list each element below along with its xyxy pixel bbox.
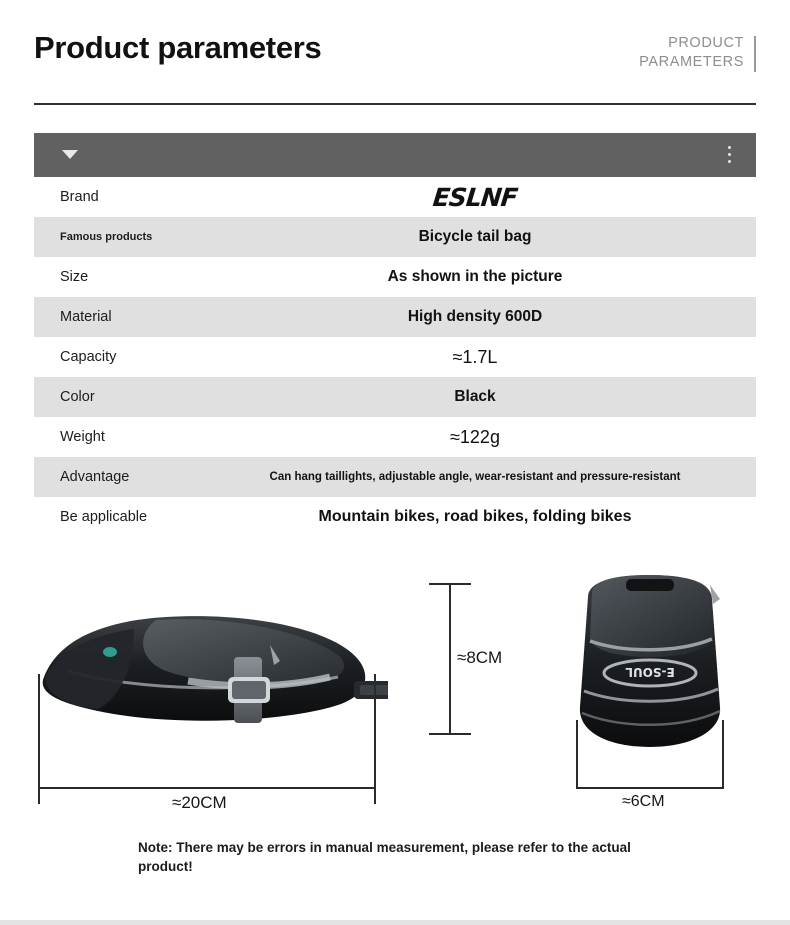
bicycle-tail-bag-rear-view — [570, 567, 730, 762]
row-value: Bicycle tail bag — [418, 228, 532, 245]
dimension-width-tick-right — [722, 720, 724, 789]
row-value: High density 600D — [407, 308, 543, 325]
page-title: Product parameters — [34, 30, 322, 65]
brand-patch-text: E-SOUL — [625, 665, 675, 679]
header-rule — [34, 103, 756, 105]
table-row — [34, 297, 756, 337]
row-value — [264, 183, 756, 212]
header-subtitle-line1: PRODUCT — [668, 35, 744, 51]
row-label: Color — [60, 389, 95, 405]
row-label: Brand — [60, 189, 99, 205]
dimension-height-tick-top — [429, 583, 471, 585]
row-label: Size — [60, 269, 89, 285]
row-label: Advantage — [60, 469, 130, 485]
dimension-length-tick-left — [38, 674, 40, 804]
row-value: As shown in the picture — [387, 268, 563, 285]
dimension-width-line — [576, 787, 724, 789]
row-value: ≈122g — [450, 426, 500, 447]
product-gallery — [0, 555, 790, 845]
measurement-note: Note: There may be errors in manual measurement, please refer to the actual product! — [138, 840, 631, 874]
brand-logo: ESLNF — [431, 182, 519, 212]
bicycle-tail-bag-side-view — [38, 585, 388, 750]
dimension-height-line — [449, 583, 451, 735]
row-label: Weight — [60, 429, 105, 445]
table-row — [34, 217, 756, 257]
table-row — [34, 257, 756, 297]
table-row — [34, 337, 756, 377]
dimension-height-label: ≈8CM — [457, 648, 503, 667]
row-value: Can hang taillights, adjustable angle, wear-resistant and pressure-resistant — [269, 471, 681, 483]
header-subtitle-line2: PARAMETERS — [639, 54, 744, 70]
row-label: Material — [60, 309, 112, 325]
header-divider-bar — [754, 36, 756, 72]
kebab-menu-icon[interactable] — [728, 146, 732, 164]
row-label: Be applicable — [60, 509, 148, 525]
table-row — [34, 177, 756, 217]
dimension-width-label: ≈6CM — [622, 793, 665, 810]
parameters-table — [34, 133, 756, 537]
dimension-width-tick-left — [576, 720, 578, 789]
row-value: Mountain bikes, road bikes, folding bikes — [318, 508, 632, 525]
table-row — [34, 457, 756, 497]
caret-down-icon[interactable] — [62, 150, 78, 159]
row-label: Capacity — [60, 349, 117, 365]
table-row — [34, 497, 756, 537]
dimension-length-tick-right — [374, 674, 376, 804]
row-label: Famous products — [60, 231, 153, 243]
dimension-length-line — [38, 787, 376, 789]
header-subtitle — [639, 34, 756, 72]
page-header — [0, 0, 790, 82]
dimension-height-tick-bottom — [429, 733, 471, 735]
dimension-length-label: ≈20CM — [172, 793, 227, 812]
row-value: ≈1.7L — [452, 346, 498, 367]
table-row — [34, 377, 756, 417]
table-row — [34, 417, 756, 457]
row-value: Black — [454, 388, 496, 405]
table-toolbar — [34, 133, 756, 177]
